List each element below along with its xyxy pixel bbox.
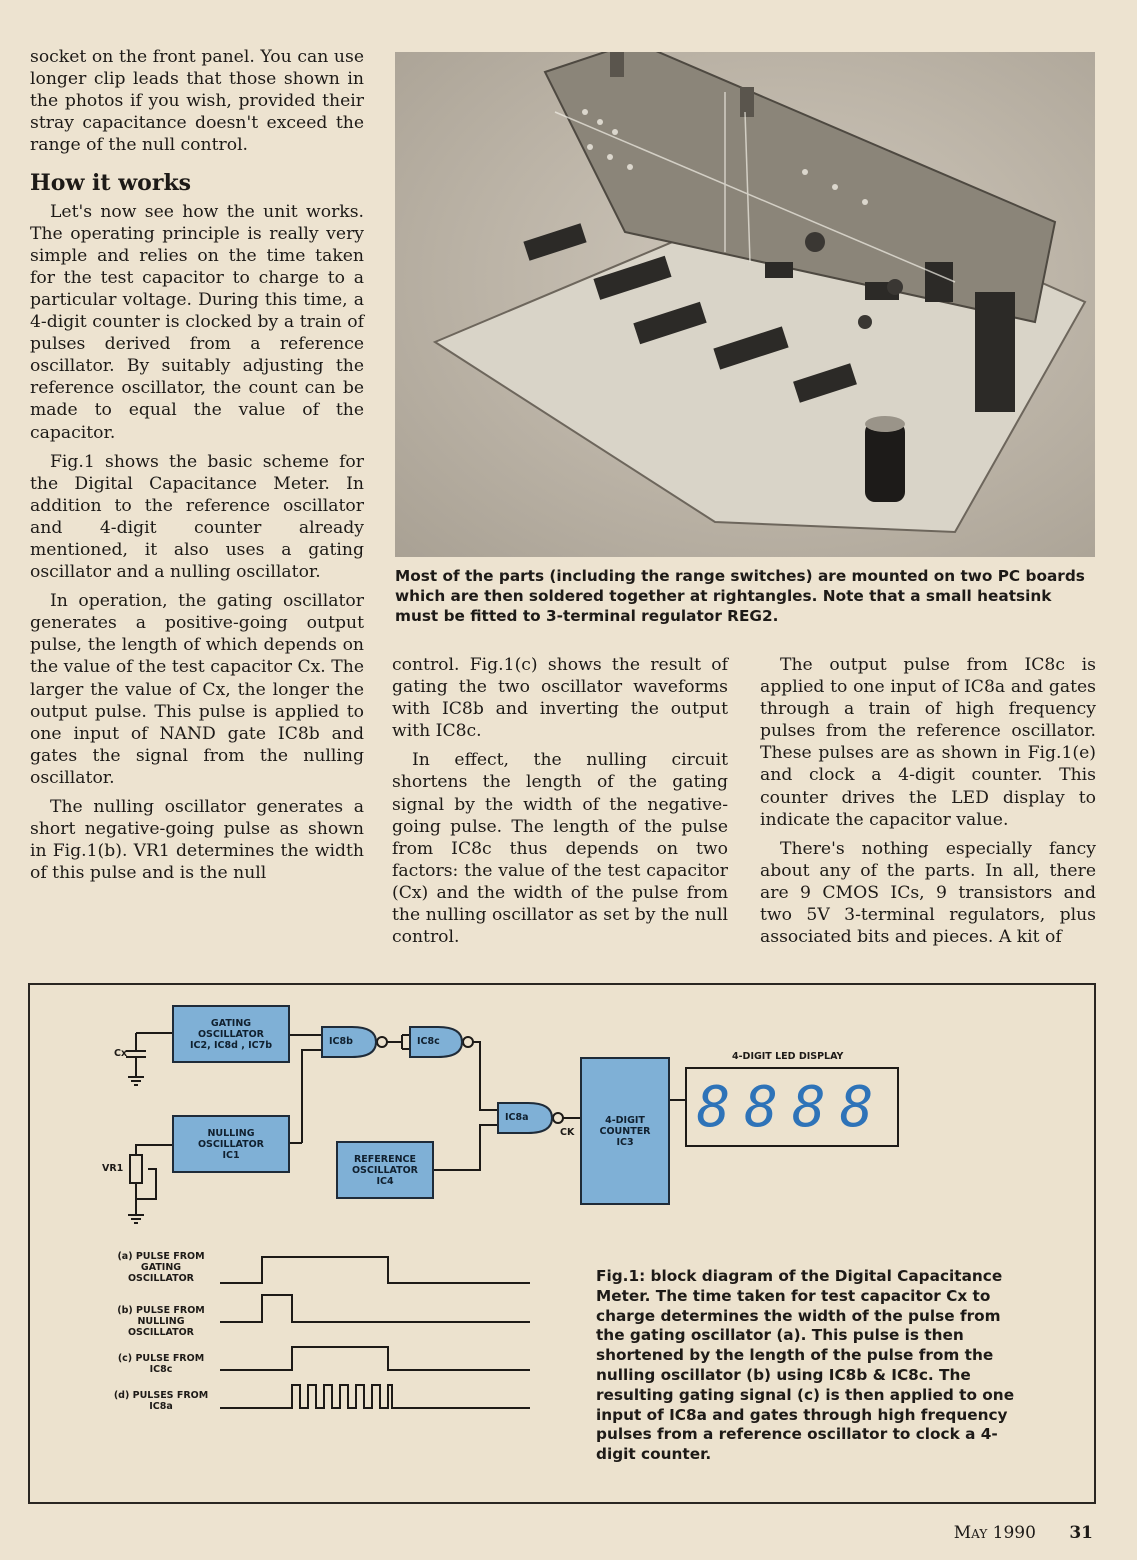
block-label: 4-DIGIT [605,1114,645,1126]
paragraph: control. Fig.1(c) shows the result of gating the two oscillator waveforms with IC8b and inverting the output with IC8c. [392,655,728,742]
paragraph: There's nothing especially fancy about any of the parts. In all, there are 9 CMOS ICs, 9 transistors and two 5V 3-terminal regulators, plus associated bits and pieces. A kit of [760,838,1096,948]
signal-d-label [106,1390,216,1412]
signal-b-label [106,1305,216,1338]
signal-label-line: OSCILLATOR [127,1273,195,1284]
signal-label-line: (d) PULSES FROM [113,1390,209,1401]
counter-block [580,1057,670,1205]
signal-label-line: IC8c [149,1364,173,1375]
paragraph: In effect, the nulling circuit shortens the length of the gating signal by the width of the negative-going pulse. The length of the pulse from IC8c thus depends on two factors: the value of the test capacitor (Cx) and the width of the pulse from the nulling oscillator as set by the null control. [392,750,728,948]
signal-label-line: (b) PULSE FROM [117,1305,205,1316]
page-number: 31 [1069,1523,1093,1543]
block-label: IC2, IC8d , IC7b [189,1039,273,1051]
block-label: IC3 [616,1136,634,1148]
block-label: REFERENCE [353,1153,416,1165]
display-label: 4-DIGIT LED DISPLAY [732,1051,844,1062]
paragraph: Let's now see how the unit works. The operating principle is really very simple and relies on the time taken for the test capacitor to charge to a particular voltage. During this time, a 4-digit counter is clocked by a train of pulses derived from a reference oscillator. By suitably adjusting the reference oscillator, the count can be made to equal the value of the capacitor. [30,201,364,443]
nulling-oscillator-block [172,1115,290,1173]
section-heading: How it works [30,170,192,197]
block-label: OSCILLATOR [197,1138,265,1150]
block-diagram [28,983,1096,1504]
figure-caption: Fig.1: block diagram of the Digital Capacitance Meter. The time taken for test capacitor Cx to charge determines the width of the pulse from the gating oscillator (a). This pulse is then shortened by the length of the pulse from the nulling oscillator (b) using IC8b & IC8c. The resulting gating signal (c) is then applied to one input of IC8a and gates through high frequency pulses from a reference oscillator to clock a 4-digit counter. [596,1267,1015,1464]
paragraph: Fig.1 shows the basic scheme for the Digital Capacitance Meter. In addition to the reference oscillator and 4-digit counter already mentioned, it also uses a gating oscillator and a nulling oscillator. [30,451,364,583]
block-label: IC1 [222,1149,240,1161]
photo-caption: Most of the parts (including the range switches) are mounted on two PC boards which are then soldered together at rightangles. Note that a small heatsink must be fitted to 3-terminal regulator REG2. [395,567,1085,625]
paragraph: The output pulse from IC8c is applied to one input of IC8a and gates through a train of high frequency pulses from the reference oscillator. These pulses are as shown in Fig.1(e) and clock a 4-digit counter. This counter drives the LED display to indicate the capacitor value. [760,655,1096,830]
block-label: OSCILLATOR [351,1164,419,1176]
intro-paragraph: socket on the front panel. You can use longer clip leads that those shown in the photos if you wish, provided their stray capacitance doesn't exceed the range of the null control. [30,47,364,156]
signal-label-line: (c) PULSE FROM [117,1353,205,1364]
signal-label-line: GATING [140,1262,182,1273]
pcb-photo [395,52,1095,557]
signal-label-line: NULLING [137,1316,185,1327]
block-label: COUNTER [599,1125,651,1137]
paragraph: The nulling oscillator generates a short negative-going pulse as shown in Fig.1(b). VR1 determines the width of this pulse and is the null [30,797,364,884]
block-label: OSCILLATOR [197,1028,265,1040]
gate-ic8c-label: IC8c [417,1036,440,1047]
signal-label-line: (a) PULSE FROM [117,1251,205,1262]
signal-label-line: IC8a [149,1401,173,1412]
led-display-digits: 8888 [696,1074,888,1140]
gate-ic8a-label: IC8a [505,1112,529,1123]
cx-label: Cx [114,1048,128,1059]
column-3 [760,654,1096,948]
pcb-illustration [395,52,1095,557]
reference-oscillator-block [336,1141,434,1199]
block-label: GATING [210,1017,252,1029]
signal-a-label [106,1251,216,1284]
signal-label-line: OSCILLATOR [127,1327,195,1338]
page-footer [954,1523,1093,1543]
block-label: IC4 [376,1175,394,1187]
signal-c-label [106,1353,216,1375]
block-label: NULLING [207,1127,255,1139]
vr1-label: VR1 [102,1163,124,1174]
column-2 [392,654,728,948]
paragraph: In operation, the gating oscillator generates a positive-going output pulse, the length of which depends on the value of the test capacitor Cx. The larger the value of Cx, the longer the output pulse. This pulse is applied to one input of NAND gate IC8b and gates the signal from the nulling oscillator. [30,591,364,788]
gating-oscillator-block [172,1005,290,1063]
ck-label: CK [560,1127,575,1138]
gate-ic8b-label: IC8b [329,1036,353,1047]
issue-date: May 1990 [953,1523,1036,1543]
column-1 [30,46,364,884]
